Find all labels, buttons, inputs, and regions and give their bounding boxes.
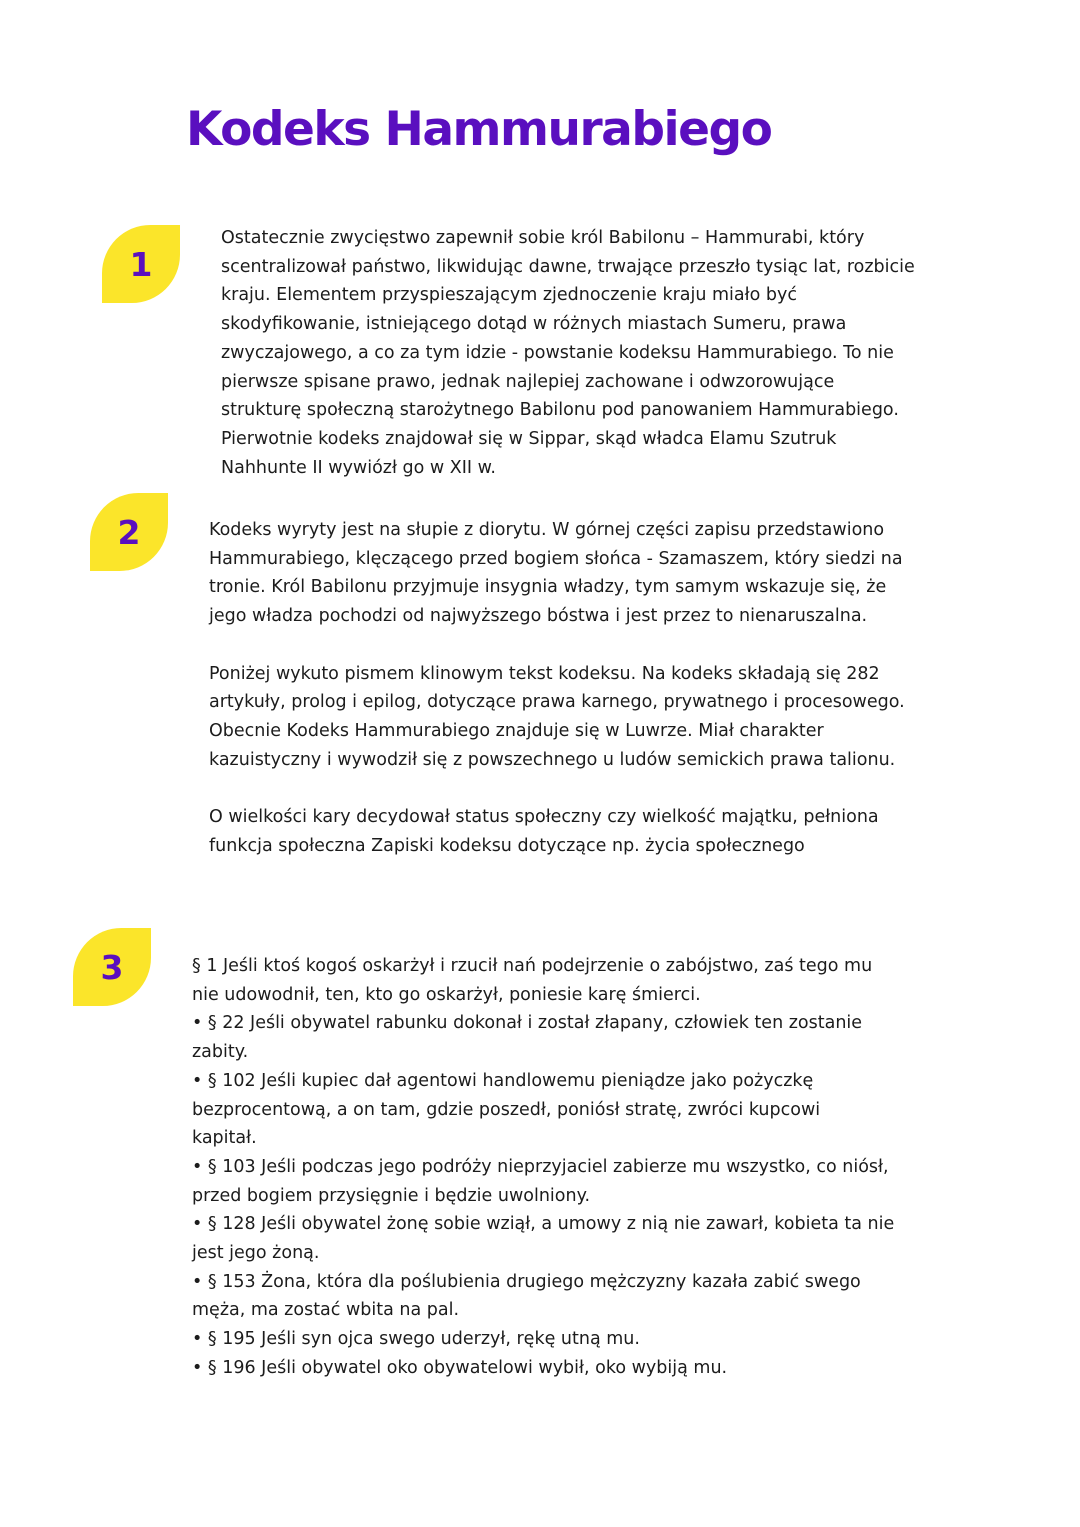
text-line: Nahhunte II wywiózł go w XII w. — [221, 457, 496, 478]
paragraph-spacer — [209, 631, 1009, 660]
article-line: • § 22 Jeśli obywatel rabunku dokonał i został złapany, człowiek ten zostanie — [192, 1013, 863, 1034]
article-line: • § 195 Jeśli syn ojca swego uderzył, rękę utną mu. — [192, 1329, 640, 1350]
text-line: Hammurabiego, klęczącego przed bogiem słońca - Szamaszem, który siedzi na — [209, 548, 903, 569]
article-line: męża, ma zostać wbita na pal. — [192, 1300, 460, 1321]
paragraph — [209, 803, 1009, 860]
text-line: Poniżej wykuto pismem klinowym tekst kodeksu. Na kodeks składają się 282 — [209, 663, 880, 684]
article-line: • § 153 Żona, która dla poślubienia drugiego mężczyzny kazała zabić swego — [192, 1271, 861, 1292]
text-line: tronie. Król Babilonu przyjmuje insygnia władzy, tym samym wskazuje się, że — [209, 577, 887, 598]
text-line: artykuły, prolog i epilog, dotyczące prawa karnego, prywatnego i procesowego. — [209, 692, 905, 713]
paragraph — [209, 516, 1009, 631]
article-line: nie udowodnił, ten, kto go oskarżył, poniesie karę śmierci. — [192, 984, 701, 1005]
text-line: Pierwotnie kodeks znajdował się w Sippar, skąd władca Elamu Szutruk — [221, 428, 837, 449]
text-line: Obecnie Kodeks Hammurabiego znajduje się w Luwrze. Miał charakter — [209, 720, 824, 741]
text-line: strukturę społeczną starożytnego Babilonu pod panowaniem Hammurabiego. — [221, 400, 899, 421]
section-number-badge — [102, 225, 180, 303]
section-number: 2 — [117, 512, 141, 552]
section-1-text — [221, 224, 1021, 482]
text-line: funkcja społeczna Zapiski kodeksu dotyczące np. życia społecznego — [209, 835, 805, 856]
section-3-text — [192, 952, 992, 1383]
article-line: • § 128 Jeśli obywatel żonę sobie wziął, a umowy z nią nie zawarł, kobieta ta nie — [192, 1214, 895, 1235]
article-line: jest jego żoną. — [192, 1243, 320, 1264]
article-line: § 1 Jeśli ktoś kogoś oskarżył i rzucił nań podejrzenie o zabójstwo, zaś tego mu — [192, 956, 873, 976]
text-line: Ostatecznie zwycięstwo zapewnił sobie król Babilonu – Hammurabi, który — [221, 228, 865, 248]
text-line: skodyfikowanie, istniejącego dotąd w różnych miastach Sumeru, prawa — [221, 314, 847, 335]
text-line: pierwsze spisane prawo, jednak najlepiej zachowane i odwzorowujące — [221, 371, 835, 392]
article-line: • § 196 Jeśli obywatel oko obywatelowi wybił, oko wybiją mu. — [192, 1357, 728, 1378]
section-2-text — [209, 516, 1009, 860]
article-line: zabity. — [192, 1042, 249, 1063]
section-number: 3 — [100, 947, 124, 987]
text-line: zwyczajowego, a co za tym idzie - powstanie kodeksu Hammurabiego. To nie — [221, 342, 894, 363]
paragraph-spacer — [209, 774, 1009, 803]
paragraph — [209, 660, 1009, 775]
section-number-badge — [73, 928, 151, 1006]
article-line: bezprocentową, a on tam, gdzie poszedł, poniósł stratę, zwróci kupcowi — [192, 1099, 821, 1120]
section-number: 1 — [129, 244, 153, 284]
article-line: • § 103 Jeśli podczas jego podróży nieprzyjaciel zabierze mu wszystko, co niósł, — [192, 1156, 889, 1177]
article-line: kapitał. — [192, 1128, 257, 1149]
page-title: Kodeks Hammurabiego — [186, 102, 772, 157]
text-line: jego władza pochodzi od najwyższego bóstwa i jest przez to nienaruszalna. — [209, 606, 868, 627]
section-number-badge — [90, 493, 168, 571]
text-line: kraju. Elementem przyspieszającym zjednoczenie kraju miało być — [221, 285, 797, 306]
text-line: O wielkości kary decydował status społeczny czy wielkość majątku, pełniona — [209, 807, 879, 827]
text-line: Kodeks wyryty jest na słupie z diorytu. W górnej części zapisu przedstawiono — [209, 520, 885, 540]
article-line: przed bogiem przysięgnie i będzie uwolniony. — [192, 1185, 591, 1206]
article-line: • § 102 Jeśli kupiec dał agentowi handlowemu pieniądze jako pożyczkę — [192, 1070, 814, 1091]
text-line: scentralizował państwo, likwidując dawne, trwające przeszło tysiąc lat, rozbicie — [221, 256, 915, 277]
text-line: kazuistyczny i wywodził się z powszechnego u ludów semickich prawa talionu. — [209, 749, 896, 770]
